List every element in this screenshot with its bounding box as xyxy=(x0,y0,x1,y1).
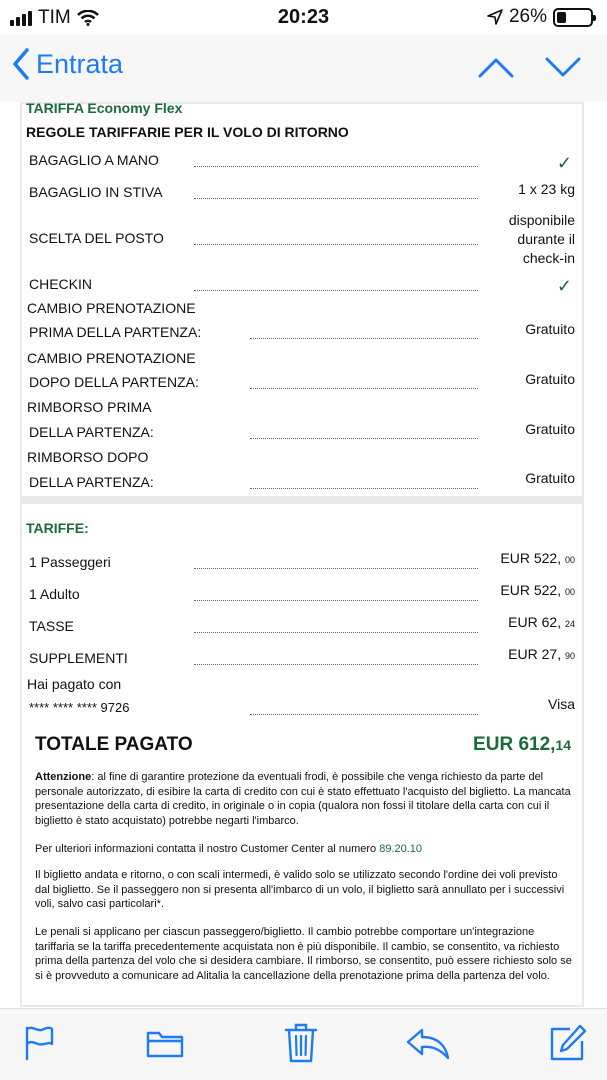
rule-label: CHECKIN xyxy=(29,276,93,292)
dotted-leader xyxy=(194,290,478,291)
rule-label: RIMBORSO DOPO xyxy=(27,449,149,465)
back-button[interactable] xyxy=(12,48,123,80)
validity-paragraph: Il biglietto andata e ritorno, o con scali intermedi, è valido solo se utilizzato secondo l'ordine dei voli previsto dal biglietto. Se il passeggero non si presenta all'imbarco di un volo, il biglietto sarà annullato per i successivi voli, salvo casi particolari*. xyxy=(35,869,565,910)
rule-label: CAMBIO PRENOTAZIONE xyxy=(27,350,196,366)
amount: EUR 522, xyxy=(500,582,562,598)
location-arrow-icon xyxy=(487,9,503,25)
rule-label: SCELTA DEL POSTO xyxy=(29,230,164,246)
penalties-paragraph: Le penali si applicano per ciascun passeggero/biglietto. Il cambio potrebbe comportare un'integrazione tariffaria se la tariffa precedentemente acquistata non è più disponibile. Il cambio, se consentito, va richiesto prima della partenza del volo che si desidera cambiare. Il rimborso, se consentito, può essere richiesto solo se si è provveduto a comunicare ad Alitalia la cancellazione della prenotazione prima della partenza del volo. xyxy=(35,926,572,982)
rule-value: Gratuito xyxy=(525,470,575,486)
dotted-leader xyxy=(250,488,478,489)
back-label: Entrata xyxy=(36,48,124,79)
fare-rules-panel xyxy=(20,102,584,498)
rule-value xyxy=(509,211,575,268)
rule-value-line: check-in xyxy=(522,250,575,266)
fare-line-amount xyxy=(508,613,575,634)
dotted-leader xyxy=(250,714,478,715)
amount-cents: 90 xyxy=(564,651,575,661)
fare-line-label: SUPPLEMENTI xyxy=(29,650,128,666)
amount-cents: 00 xyxy=(564,555,575,565)
battery-percent: 26% xyxy=(508,6,547,27)
contact-text: Per ulteriori informazioni contatta il nostro Customer Center al numero xyxy=(35,843,380,855)
trash-icon[interactable] xyxy=(284,1022,318,1064)
check-icon: ✓ xyxy=(556,276,572,296)
fare-type: TARIFFA Economy Flex xyxy=(26,102,183,116)
mail-toolbar xyxy=(0,1008,607,1080)
flag-icon[interactable] xyxy=(24,1025,54,1061)
rule-value-line: disponibile xyxy=(508,212,575,228)
carrier-label: TIM xyxy=(38,7,71,28)
battery-icon xyxy=(553,8,593,27)
dotted-leader xyxy=(194,632,478,633)
tariffe-panel xyxy=(20,502,584,1007)
contact-paragraph xyxy=(35,842,574,857)
reply-icon[interactable] xyxy=(406,1027,450,1061)
amount: EUR 62, xyxy=(508,614,562,630)
dotted-leader xyxy=(194,600,478,601)
rule-label: DELLA PARTENZA: xyxy=(29,474,154,490)
fare-line-amount xyxy=(500,549,575,570)
total-label: TOTALE PAGATO xyxy=(35,734,193,755)
rule-value: Gratuito xyxy=(525,421,575,437)
compose-icon[interactable] xyxy=(548,1023,588,1063)
back-chevron-icon xyxy=(12,48,30,80)
rule-label: DELLA PARTENZA: xyxy=(29,424,154,440)
paid-with-label: Hai pagato con xyxy=(27,676,122,692)
dotted-leader xyxy=(194,166,478,167)
rule-label: DOPO DELLA PARTENZA: xyxy=(29,374,199,390)
amount: EUR 27, xyxy=(508,646,562,662)
rule-label: CAMBIO PRENOTAZIONE xyxy=(27,300,196,316)
rule-value: Gratuito xyxy=(525,371,575,387)
fare-line-amount xyxy=(500,581,575,602)
dotted-leader xyxy=(194,198,478,199)
card-number: **** **** **** 9726 xyxy=(29,700,130,715)
fare-line-label: TASSE xyxy=(29,618,74,634)
attention-label: Attenzione xyxy=(35,771,92,783)
email-body[interactable] xyxy=(20,102,584,1007)
total-euros: EUR 612, xyxy=(473,734,556,755)
amount: EUR 522, xyxy=(500,550,562,566)
dotted-leader xyxy=(194,664,478,665)
mail-nav-bar xyxy=(0,34,607,102)
card-type: Visa xyxy=(548,696,575,712)
rule-label: RIMBORSO PRIMA xyxy=(27,399,152,415)
contact-number-link[interactable]: 89.20.10 xyxy=(379,843,423,855)
rules-title: REGOLE TARIFFARIE PER IL VOLO DI RITORNO xyxy=(26,124,349,140)
rule-label: BAGAGLIO IN STIVA xyxy=(29,184,163,200)
status-bar xyxy=(0,0,607,34)
total-cents: 14 xyxy=(555,737,571,753)
dotted-leader xyxy=(194,244,478,245)
rule-value-line: durante il xyxy=(517,231,575,247)
up-chevron-icon[interactable] xyxy=(478,54,514,80)
rule-label: BAGAGLIO A MANO xyxy=(29,152,159,168)
rule-value: 1 x 23 kg xyxy=(518,181,575,197)
fare-line-amount xyxy=(508,645,575,666)
dotted-leader xyxy=(194,568,478,569)
down-chevron-icon[interactable] xyxy=(545,54,581,80)
check-icon: ✓ xyxy=(556,153,572,173)
dotted-leader xyxy=(250,438,478,439)
attention-paragraph xyxy=(35,770,574,828)
dotted-leader xyxy=(250,388,478,389)
fare-line-label: 1 Passeggeri xyxy=(29,554,111,570)
tariffe-title: TARIFFE: xyxy=(26,520,89,536)
folder-icon[interactable] xyxy=(146,1029,184,1059)
rule-label: PRIMA DELLA PARTENZA: xyxy=(29,324,202,340)
dotted-leader xyxy=(250,338,478,339)
fare-line-label: 1 Adulto xyxy=(29,586,80,602)
attention-text: : al fine di garantire protezione da eventuali frodi, è possibile che venga richiesto da parte del personale autorizzato, di esibire la carta di credito con cui è stato effettuato l'acquisto del biglietto. La mancata presentazione della carta di credito, in originale o in copia (qualora non fossi il titolare della carta con cui il biglietto è stato acquistato) potrebbe negarti l'imbarco. xyxy=(35,771,571,827)
rule-value: Gratuito xyxy=(525,321,575,337)
amount-cents: 00 xyxy=(564,587,575,597)
clock: 20:23 xyxy=(277,6,330,28)
total-amount xyxy=(473,734,571,756)
amount-cents: 24 xyxy=(564,619,575,629)
